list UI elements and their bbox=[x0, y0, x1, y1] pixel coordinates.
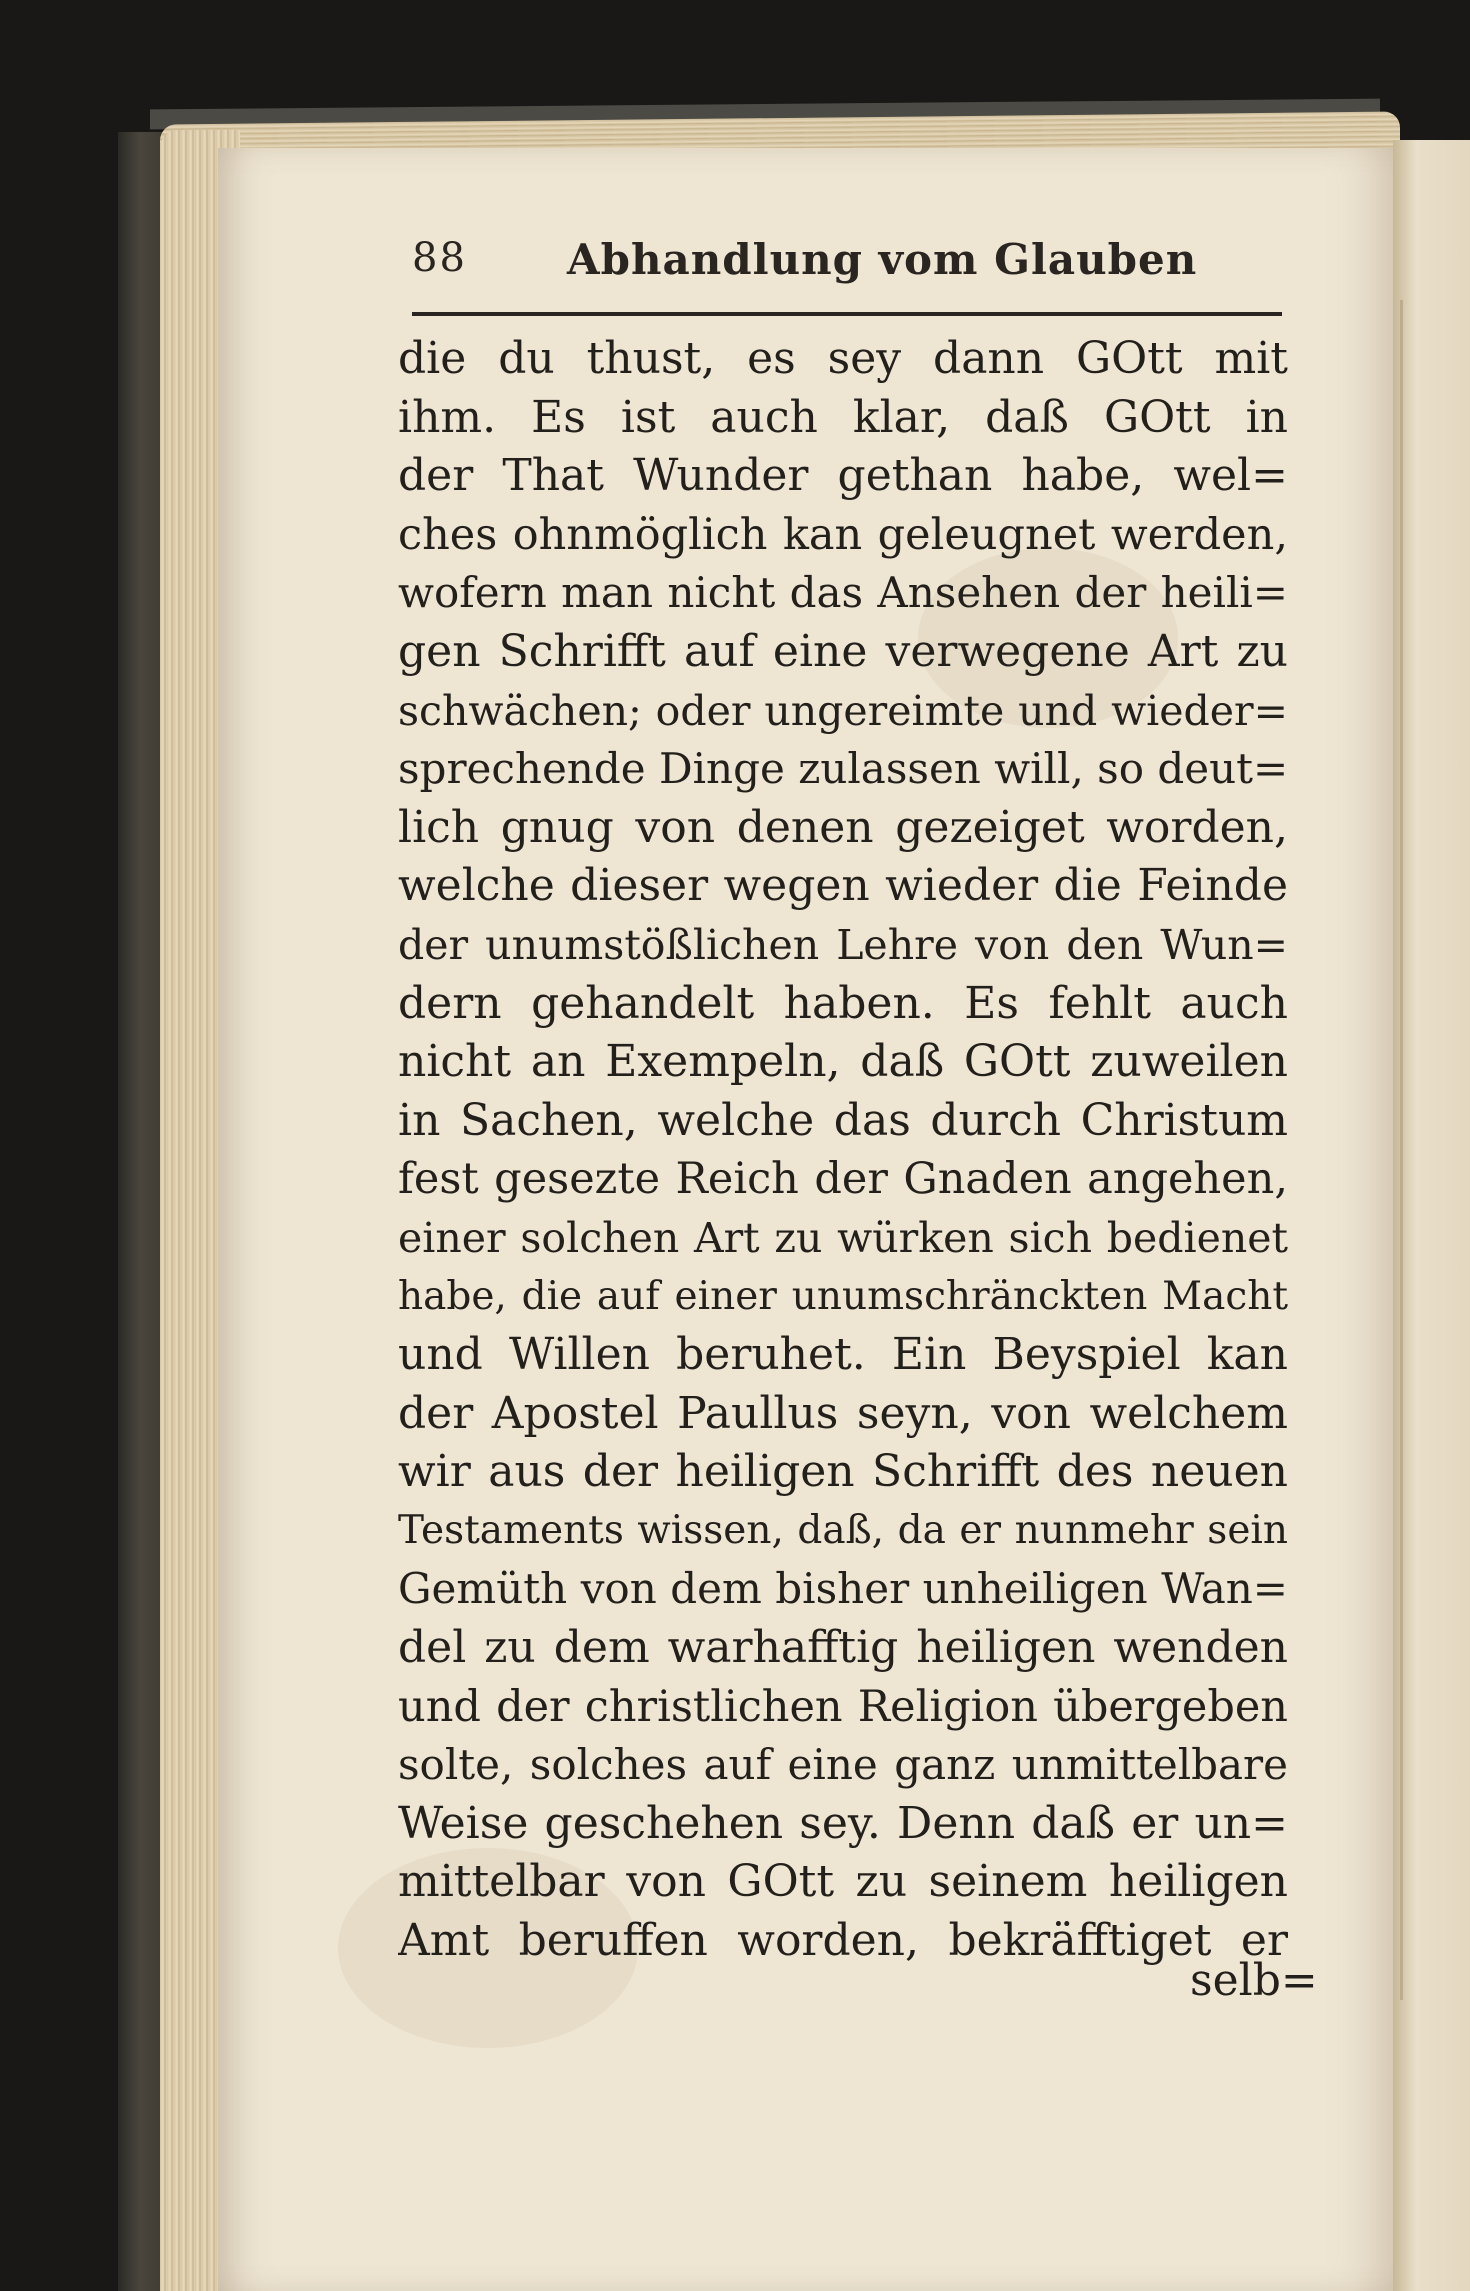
header-rule bbox=[412, 312, 1282, 316]
text-line: und der christlichen Religion übergeben bbox=[398, 1681, 1288, 1732]
text-line: Testaments wissen, daß, da er nunmehr sein bbox=[398, 1507, 1288, 1553]
text-line: welche dieser wegen wieder die Feinde bbox=[398, 860, 1288, 912]
text-line: Amt beruffen worden, bekräfftiget er bbox=[398, 1915, 1288, 1967]
text-line: fest gesezte Reich der Gnaden angehen, bbox=[398, 1154, 1288, 1205]
body-text bbox=[398, 330, 1288, 1971]
text-line: del zu dem warhafftig heiligen wenden bbox=[398, 1622, 1288, 1674]
text-line: nicht an Exempeln, daß GOtt zuweilen bbox=[398, 1036, 1288, 1088]
text-line: lich gnug von denen gezeiget worden, bbox=[398, 801, 1288, 853]
text-line: der That Wunder gethan habe, wel= bbox=[398, 450, 1288, 502]
page-header bbox=[412, 235, 1282, 295]
text-line: einer solchen Art zu würken sich bedienet bbox=[398, 1213, 1288, 1262]
text-line: ches ohnmöglich kan geleugnet werden, bbox=[398, 509, 1288, 560]
text-line: schwächen; oder ungereimte und wieder= bbox=[398, 686, 1288, 735]
text-line: Gemüth von dem bisher unheiligen Wan= bbox=[398, 1564, 1288, 1614]
text-line: mittelbar von GOtt zu seinem heiligen bbox=[398, 1856, 1288, 1908]
running-title: Abhandlung vom Glauben bbox=[567, 235, 1198, 284]
text-line: solte, solches auf eine ganz unmittelbare bbox=[398, 1740, 1288, 1790]
text-line: sprechende Dinge zulassen will, so deut= bbox=[398, 744, 1288, 794]
text-line: in Sachen, welche das durch Christum bbox=[398, 1094, 1288, 1146]
text-line: die du thust, es sey dann GOtt mit bbox=[398, 333, 1288, 384]
text-line: wir aus der heiligen Schrifft des neuen bbox=[398, 1446, 1288, 1498]
text-line: der unumstößlichen Lehre von den Wun= bbox=[398, 920, 1288, 969]
text-line: und Willen beruhet. Ein Beyspiel kan bbox=[398, 1329, 1288, 1381]
text-line: der Apostel Paullus seyn, von welchem bbox=[398, 1387, 1288, 1439]
gutter-shadow bbox=[1400, 300, 1403, 2000]
text-line: wofern man nicht das Ansehen der heili= bbox=[398, 568, 1288, 618]
text-line: Weise geschehen sey. Denn daß er un= bbox=[398, 1797, 1288, 1849]
text-line: gen Schrifft auf eine verwegene Art zu bbox=[398, 625, 1288, 677]
catchword: selb= bbox=[1190, 1955, 1318, 2006]
text-line: habe, die auf einer unumschränckten Macht bbox=[398, 1273, 1288, 1319]
text-line: dern gehandelt haben. Es fehlt auch bbox=[398, 977, 1288, 1029]
text-line: ihm. Es ist auch klar, daß GOtt in bbox=[398, 391, 1288, 443]
facing-page-edge bbox=[1393, 140, 1470, 2291]
page-number: 88 bbox=[412, 235, 467, 281]
